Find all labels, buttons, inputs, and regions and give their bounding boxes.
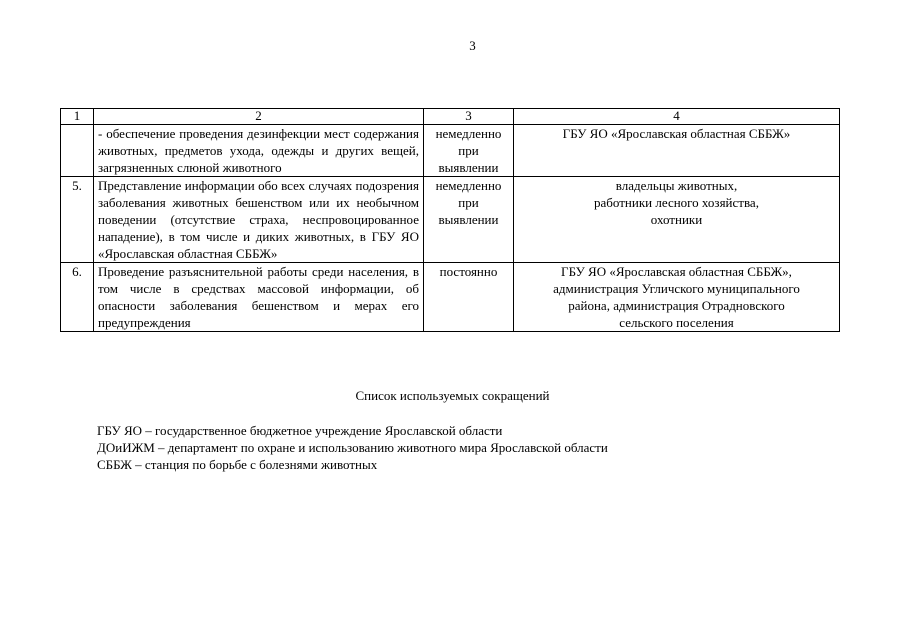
measure-term: постоянно: [424, 263, 514, 332]
measure-term: немедленно при выявлении: [424, 177, 514, 263]
header-cell-3: 3: [424, 109, 514, 125]
header-cell-4: 4: [514, 109, 840, 125]
row-number: 6.: [61, 263, 94, 332]
abbreviations-list: [97, 422, 608, 473]
responsible-line: ГБУ ЯО «Ярославская областная СББЖ»,: [561, 264, 792, 279]
table-row: [61, 125, 840, 177]
table-row: [61, 177, 840, 263]
responsible-line: владельцы животных,: [615, 178, 738, 193]
abbreviation-item: ДОиИЖМ – департамент по охране и использованию животного мира Ярославской области: [97, 440, 608, 455]
page-number: 3: [469, 38, 476, 53]
measure-responsible: [514, 263, 840, 332]
row-number: [61, 125, 94, 177]
responsible-line: работники лесного хозяйства,: [594, 195, 759, 210]
abbreviation-item: СББЖ – станция по борьбе с болезнями животных: [97, 457, 378, 472]
measure-description: Проведение разъяснительной работы среди населения, в том числе в средствах массовой информации, об опасности заболевания бешенством и мерах его предупреждения: [94, 263, 424, 332]
responsible-line: района, администрация Отрадновского: [568, 298, 785, 313]
responsible-line: администрация Угличского муниципального: [553, 281, 800, 296]
header-cell-1: 1: [61, 109, 94, 125]
measures-table: [60, 108, 840, 332]
table-row: [61, 263, 840, 332]
row-number: 5.: [61, 177, 94, 263]
measure-term: немедленно при выявлении: [424, 125, 514, 177]
measure-description: Представление информации обо всех случаях подозрения заболевания животных бешенством или их необычном поведении (отсутствие страха, неспровоцированное нападение), в том числе и диких животных, в ГБУ ЯО «Ярославская областная СББЖ»: [94, 177, 424, 263]
abbreviation-item: ГБУ ЯО – государственное бюджетное учреждение Ярославской области: [97, 423, 503, 438]
header-cell-2: 2: [94, 109, 424, 125]
measure-responsible: ГБУ ЯО «Ярославская областная СББЖ»: [514, 125, 840, 177]
abbreviations-title: Список используемых сокращений: [355, 388, 550, 403]
measure-description: - обеспечение проведения дезинфекции мест содержания животных, предметов ухода, одежды и других вещей, загрязненных слюной животного: [94, 125, 424, 177]
measure-responsible: [514, 177, 840, 263]
responsible-line: охотники: [650, 212, 703, 227]
responsible-line: сельского поселения: [619, 315, 734, 330]
table-header-row: [61, 109, 840, 125]
